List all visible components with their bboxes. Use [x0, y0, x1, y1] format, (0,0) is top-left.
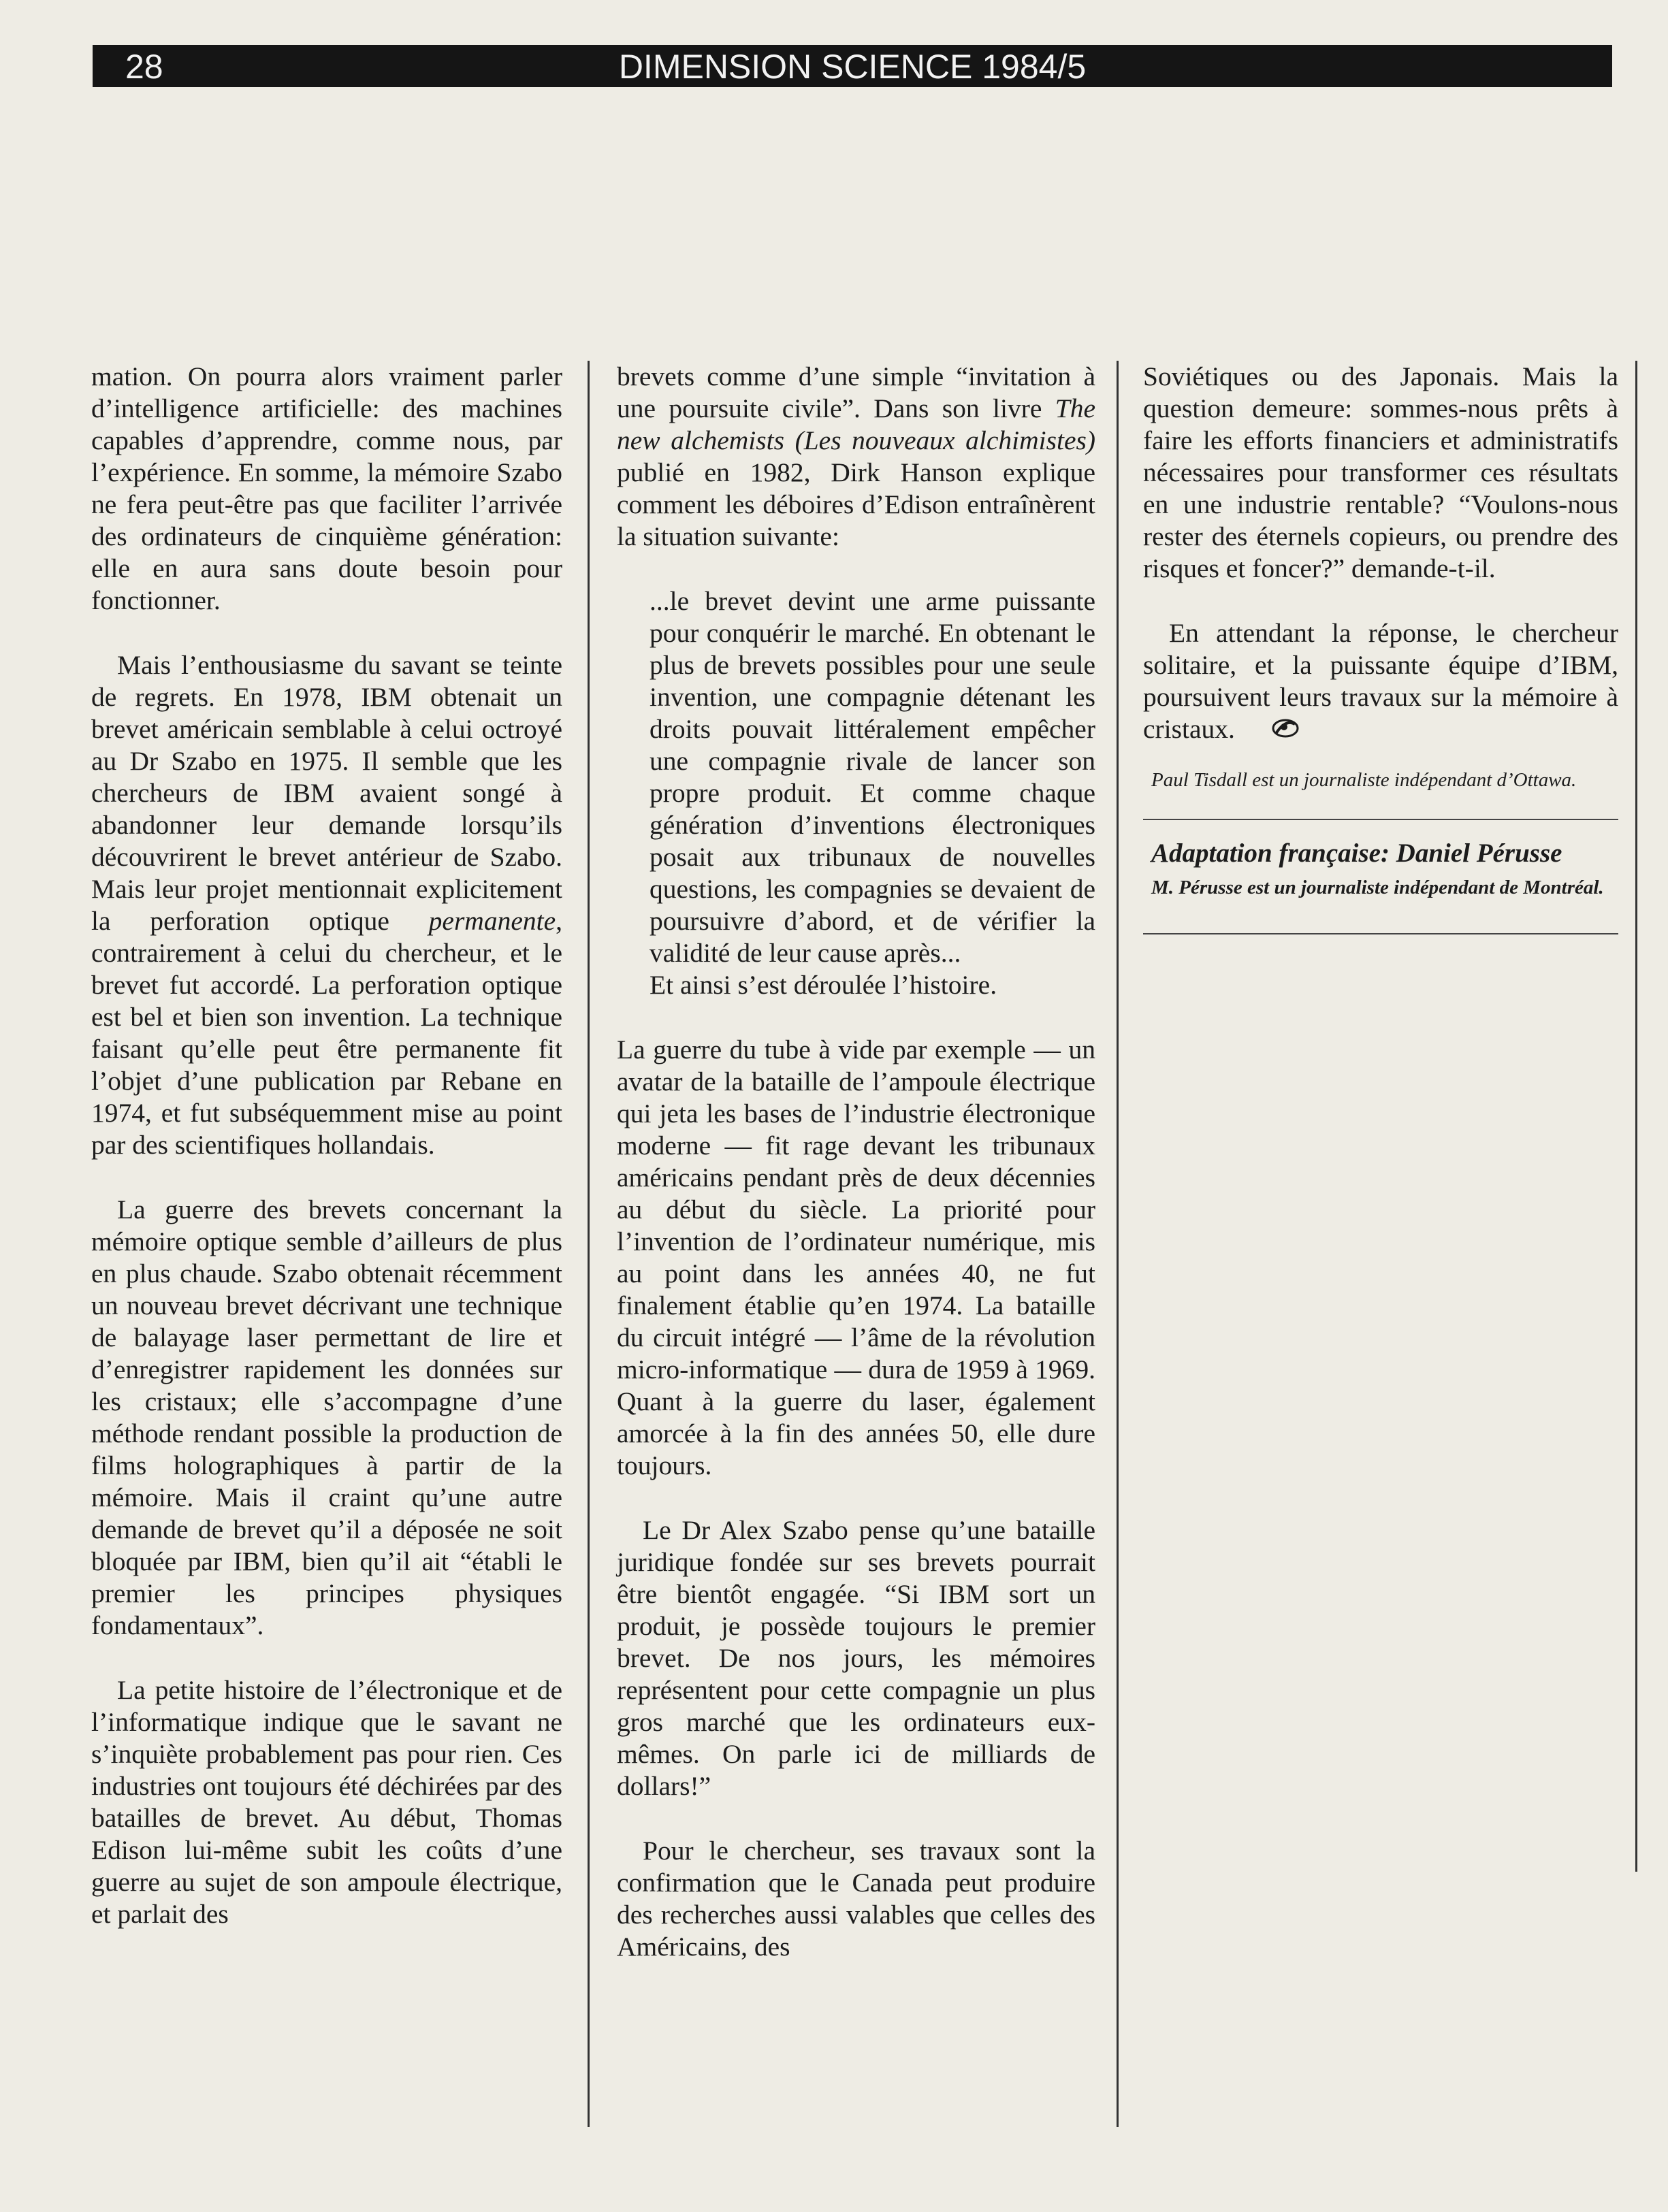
book-title: The new alchemists (Les nouveaux alchimistes): [617, 393, 1095, 455]
paragraph: Le Dr Alex Szabo pense qu’une bataille juridique fondée sur ses brevets pourrait être bientôt engagée. “Si IBM sort un produit, je possède toujours le premier brevet. De nos jours, les mémoires représentent pour cette compagnie un plus gros marché que les ordinateurs eux-mêmes. On parle ici de milliards de dollars!”: [617, 1515, 1095, 1801]
paragraph: La guerre du tube à vide par exemple — un avatar de la bataille de l’ampoule électrique qui jeta les bases de l’industrie électronique moderne — fit rage devant les tribunaux américains pendant près de deux décennies au début du siècle. La priorité pour l’invention de l’ordinateur numérique, mis au point dans les années 40, ne fut finalement établie qu’en 1974. La bataille du circuit intégré — l’âme de la révolution micro-informatique — dura de 1959 à 1969. Quant à la guerre du laser, également amorcée à la fin des années 50, elle dure toujours.: [617, 1035, 1095, 1480]
translation-credit: Adaptation française: Daniel Pérusse: [1151, 839, 1562, 868]
paragraph: Mais l’enthousiasme du savant se teinte de regrets. En 1978, IBM obtenait un brevet américain semblable à celui octroyé au Dr Szabo en 1975. Il semble que les chercheurs de IBM avaient songé à abandonner leur demande lorsqu’ils découvrirent le brevet antérieur de Szabo. Mais leur projet mentionnait explicitement la perforation optique permanente, contrairement à celui du chercheur, et le brevet fut accordé. La perforation optique est bel et bien son invention. La technique faisant qu’elle peut être permanente fit l’objet d’une publication par Rebane en 1974, et fut subséquemment mise au point par des scientifiques hollandais.: [91, 650, 562, 1160]
article-column-2: [617, 361, 1095, 1996]
emphasis: permanente: [428, 906, 556, 936]
column-divider: [1117, 361, 1119, 2127]
column-divider: [588, 361, 590, 2127]
column-divider: [1635, 361, 1637, 1872]
paragraph: La guerre des brevets concernant la mémoire optique semble d’ailleurs de plus en plus chaude. Szabo obtenait récemment un nouveau brevet décrivant une technique de balayage laser permettant de lire et d’enregistrer rapidement les données sur les cristaux; elle s’accompagne d’une méthode rendant possible la production de films holographiques à partir de la mémoire. Mais il craint qu’une autre demande de brevet qu’il a déposée ne soit bloquée par IBM, bien qu’il ait “établi le premier les principes physiques fondamentaux”.: [91, 1194, 562, 1640]
paragraph: Pour le chercheur, ses travaux sont la confirmation que le Canada peut produire des recherches aussi valables que celles des Américains, des: [617, 1836, 1095, 1962]
divider: [1143, 933, 1618, 934]
paragraph: brevets comme d’une simple “invitation à une poursuite civile”. Dans son livre The new alchemists (Les nouveaux alchimistes) publié en 1982, Dirk Hanson explique comment les déboires d’Edison entraînèrent la situation suivante:: [617, 361, 1095, 551]
block-quote: ...le brevet devint une arme puissante pour conquérir le marché. En obtenant le plus de brevets possibles pour une seule invention, une compagnie détenant les droits pouvait littéralement empêcher une compagnie rivale de lancer son propre produit. Et comme chaque génération d’inventions électroniques posait aux tribunaux de nouvelles questions, les compagnies se devaient de poursuivre d’abord, et de vérifier la validité de leur cause après...: [649, 586, 1095, 968]
author-credit: Paul Tisdall est un journaliste indépendant d’Ottawa.: [1151, 769, 1577, 791]
article-column-3: [1143, 361, 1618, 934]
translator-note: M. Pérusse est un journaliste indépendant de Montréal.: [1151, 877, 1604, 898]
page-header: [93, 45, 1612, 87]
article-column-1: [91, 361, 562, 1963]
divider: [1143, 819, 1618, 820]
paragraph: La petite histoire de l’électronique et de l’informatique indique que le savant ne s’inquiète probablement pas pour rien. Ces industries ont toujours été déchirées par des batailles de brevet. Au début, Thomas Edison lui-même subit les coûts d’une guerre au sujet de son ampoule électrique, et parlait des: [91, 1675, 562, 1929]
paragraph: Soviétiques ou des Japonais. Mais la question demeure: sommes-nous prêts à faire les efforts financiers et administratifs nécessaires pour transformer ces résultats en une industrie rentable? “Voulons-nous rester des éternels copieurs, ou prendre des risques et foncer?” demande-t-il.: [1143, 361, 1618, 583]
paragraph: mation. On pourra alors vraiment parler d’intelligence artificielle: des machines capables d’apprendre, comme nous, par l’expérience. En somme, la mémoire Szabo ne fera peut-être pas que faciliter l’arrivée des ordinateurs de cinquième génération: elle en aura sans doute besoin pour fonctionner.: [91, 361, 562, 615]
magazine-title: DIMENSION SCIENCE 1984/5: [618, 48, 1087, 86]
magazine-logo-icon: [1245, 715, 1274, 736]
paragraph: En attendant la réponse, le chercheur solitaire, et la puissante équipe d’IBM, poursuivent leurs travaux sur la mémoire à cristaux.: [1143, 618, 1618, 744]
block-quote-end: Et ainsi s’est déroulée l’histoire.: [649, 970, 997, 1000]
page-number: 28: [125, 48, 163, 86]
